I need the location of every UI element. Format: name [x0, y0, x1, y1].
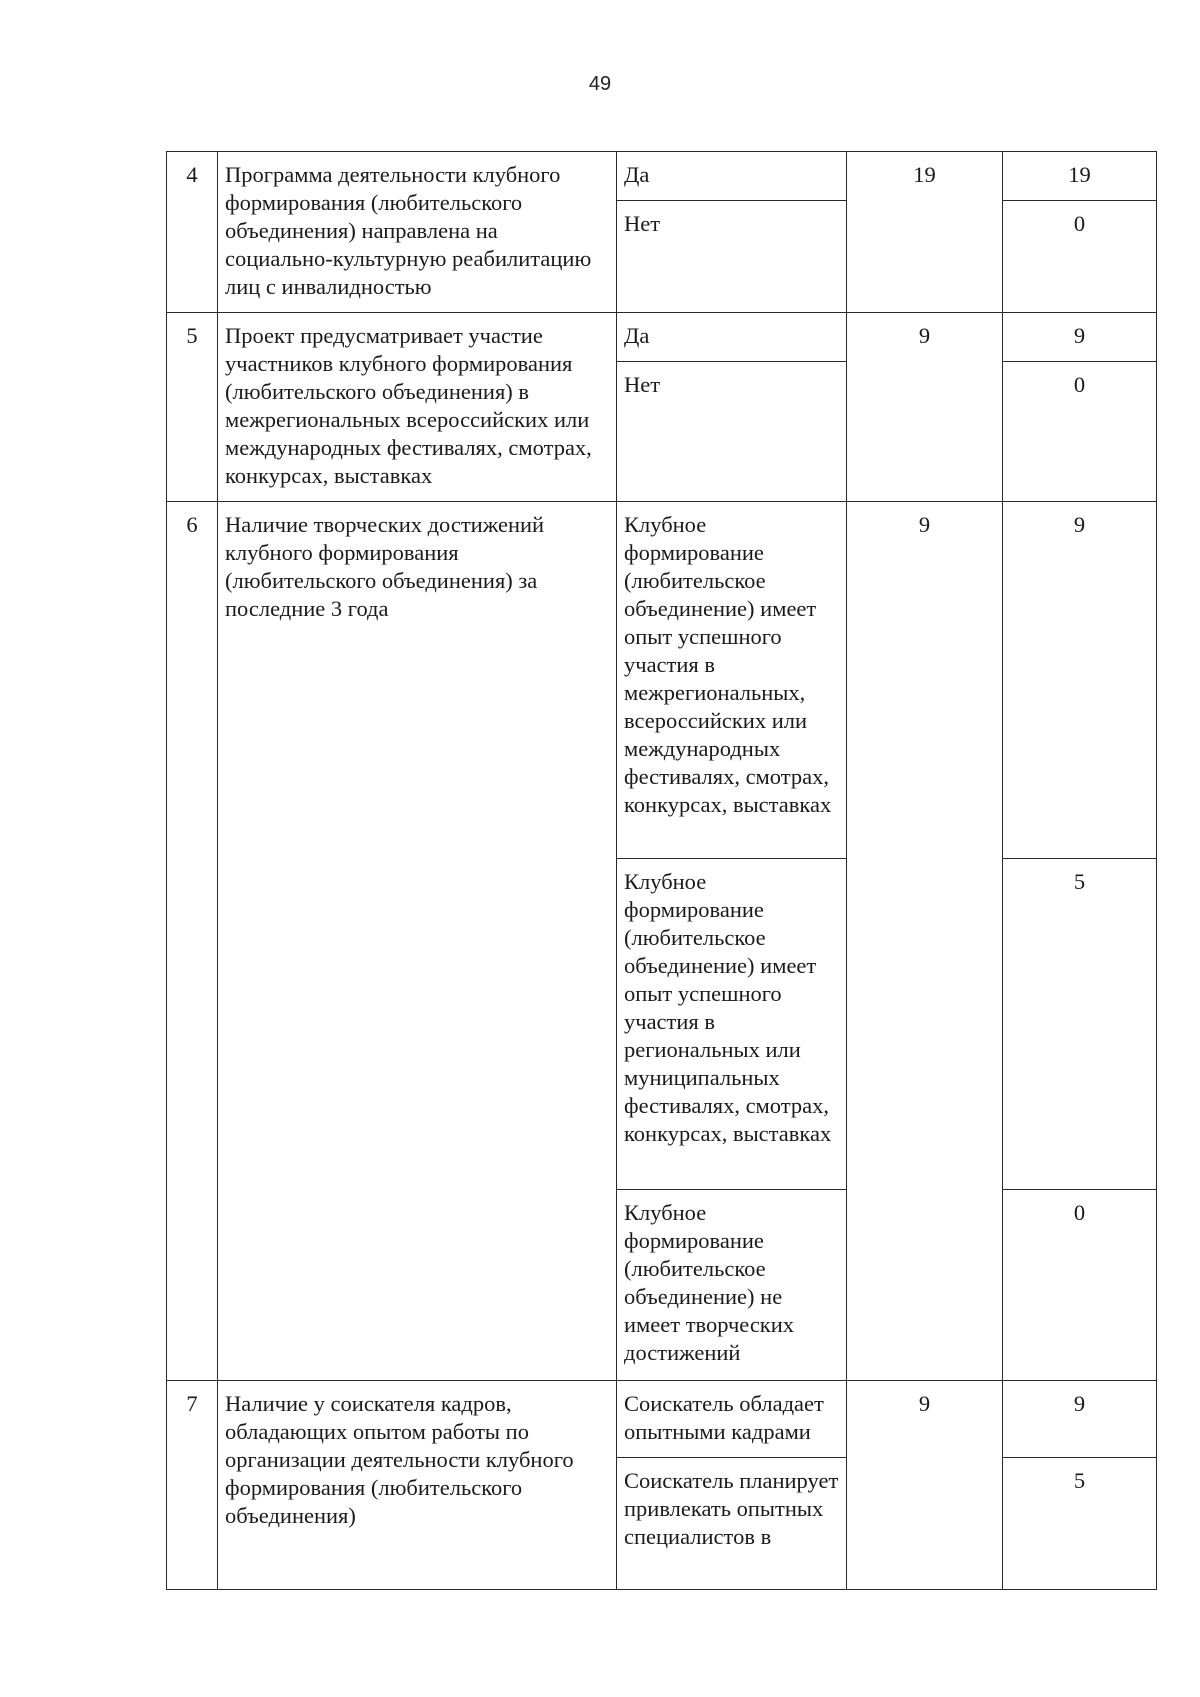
table-row	[167, 1381, 1157, 1458]
criteria-table	[166, 151, 1157, 1590]
criterion-text: Наличие у соискателя кадров, обладающих опытом работы по организации деятельности клубного формирования (любительского объединения)	[218, 1381, 617, 1590]
criterion-number: 5	[167, 313, 218, 502]
table-row	[167, 313, 1157, 362]
max-score: 9	[847, 1381, 1003, 1590]
option-score: 19	[1003, 152, 1157, 201]
option-score: 9	[1003, 313, 1157, 362]
option-score: 0	[1003, 201, 1157, 313]
option-score: 0	[1003, 362, 1157, 502]
option-text: Клубное формирование (любительское объединение) не имеет творческих достижений	[617, 1190, 847, 1381]
option-text: Клубное формирование (любительское объединение) имеет опыт успешного участия в межрегиональных, всероссийских или международных фестивалях, смотрах, конкурсах, выставках	[617, 502, 847, 859]
option-score: 5	[1003, 1458, 1157, 1590]
criterion-text: Проект предусматривает участие участников клубного формирования (любительского объединения) в межрегиональных всероссийских или международных фестивалях, смотрах, конкурсах, выставках	[218, 313, 617, 502]
max-score: 9	[847, 313, 1003, 502]
max-score: 19	[847, 152, 1003, 313]
criterion-number: 6	[167, 502, 218, 1381]
criterion-text: Программа деятельности клубного формирования (любительского объединения) направлена на социально-культурную реабилитацию лиц с инвалидностью	[218, 152, 617, 313]
option-score: 5	[1003, 859, 1157, 1190]
table-row	[167, 502, 1157, 859]
option-score: 9	[1003, 1381, 1157, 1458]
criterion-number: 4	[167, 152, 218, 313]
option-text: Соискатель планирует привлекать опытных специалистов в	[617, 1458, 847, 1590]
option-text: Да	[617, 152, 847, 201]
page-number: 49	[588, 73, 612, 95]
option-score: 0	[1003, 1190, 1157, 1381]
option-score: 9	[1003, 502, 1157, 859]
option-text: Соискатель обладает опытными кадрами	[617, 1381, 847, 1458]
table-row	[167, 152, 1157, 201]
option-text: Да	[617, 313, 847, 362]
max-score: 9	[847, 502, 1003, 1381]
option-text: Нет	[617, 201, 847, 313]
option-text: Клубное формирование (любительское объединение) имеет опыт успешного участия в региональных или муниципальных фестивалях, смотрах, конкурсах, выставках	[617, 859, 847, 1190]
option-text: Нет	[617, 362, 847, 502]
criterion-text: Наличие творческих достижений клубного формирования (любительского объединения) за последние 3 года	[218, 502, 617, 1381]
criterion-number: 7	[167, 1381, 218, 1590]
